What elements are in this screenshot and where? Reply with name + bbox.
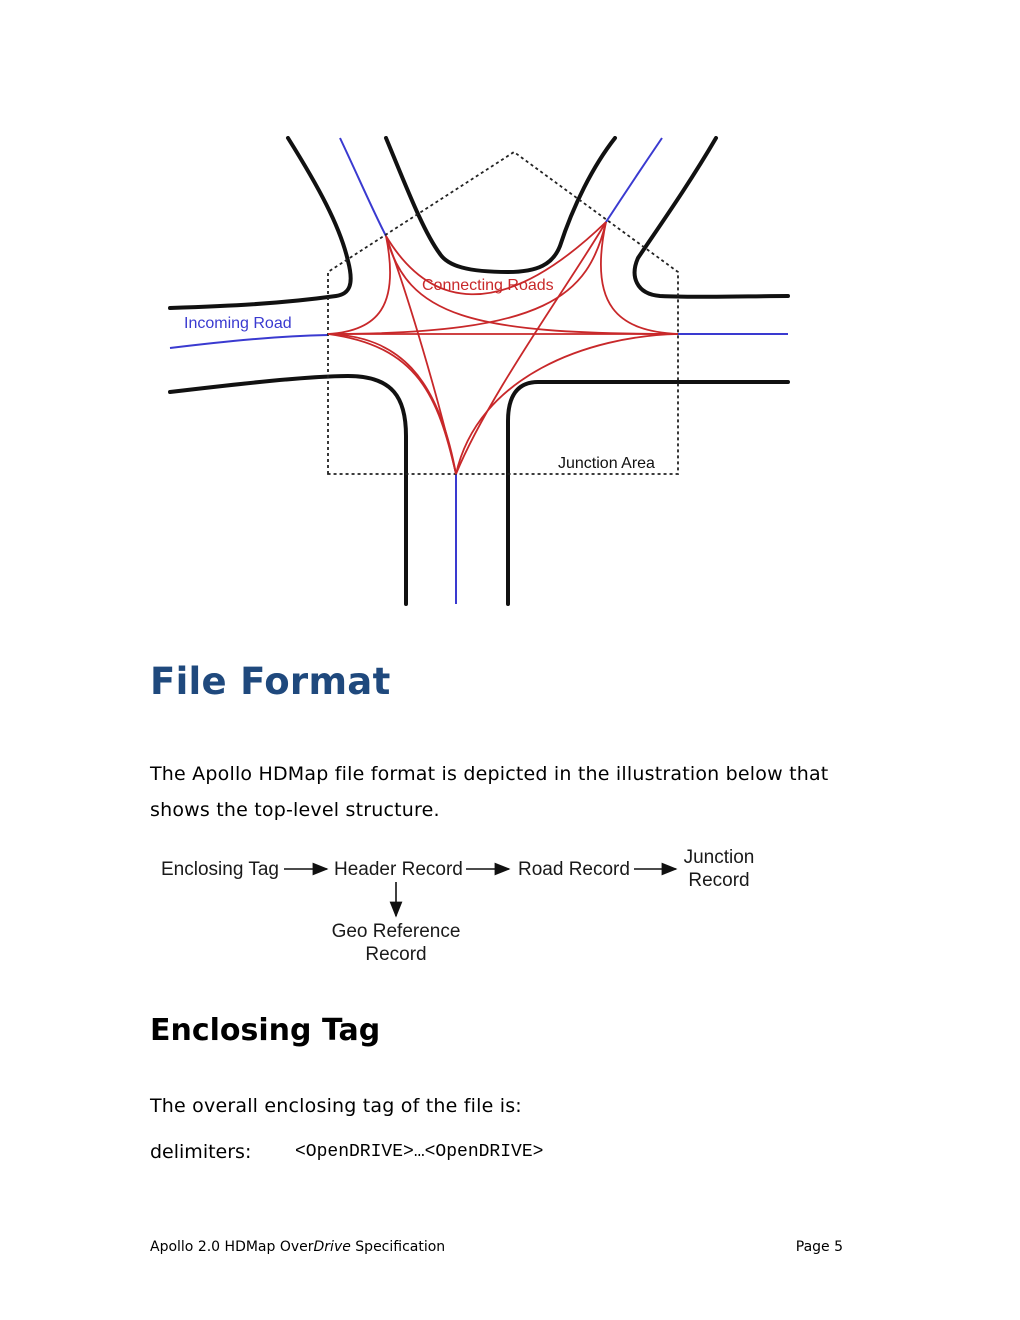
connecting-road	[456, 222, 606, 474]
road-edges	[170, 138, 788, 604]
flow-node-geo-reference-record	[331, 920, 461, 966]
connecting-road	[328, 334, 456, 474]
section-title-enclosing-tag: Enclosing Tag	[150, 1013, 381, 1048]
incoming-road-label: Incoming Road	[184, 315, 292, 332]
file-format-paragraph: The Apollo HDMap file format is depicted in the illustration below that shows the top-level structure.	[150, 763, 829, 821]
connecting-roads-label: Connecting Roads	[422, 277, 554, 294]
road-edge-west-lower	[170, 376, 406, 604]
footer-title-prefix: Apollo 2.0 HDMap Over	[150, 1239, 314, 1255]
footer-title-suffix: Specification	[350, 1239, 446, 1255]
flow-node-junction-line2: Record	[688, 870, 750, 891]
road-edge-ne-outer	[635, 138, 788, 297]
connecting-road	[456, 334, 678, 474]
road-edge-east-lower	[508, 382, 788, 604]
delimiters-label: delimiters:	[150, 1141, 252, 1163]
section-title-file-format: File Format	[150, 660, 391, 703]
road-edge-nw-outer	[170, 138, 351, 308]
connecting-road	[601, 222, 678, 334]
footer-document-title	[150, 1239, 445, 1255]
structure-flow-diagram	[150, 842, 770, 972]
flow-node-junction-line1: Junction	[683, 847, 755, 868]
junction-area-label: Junction Area	[558, 455, 655, 472]
incoming-lane-ne	[606, 138, 662, 222]
connecting-road	[328, 236, 390, 334]
footer-title-italic: Drive	[313, 1239, 351, 1255]
incoming-lanes	[170, 138, 788, 604]
junction-area-boundary	[328, 152, 678, 474]
flow-node-geo-line2: Record	[365, 944, 427, 965]
connecting-roads	[328, 222, 678, 474]
flow-node-road-record: Road Record	[518, 859, 630, 880]
flow-node-header-record: Header Record	[334, 859, 463, 880]
incoming-lane-nw	[340, 138, 386, 236]
road-edge-north-left	[386, 138, 615, 272]
flow-node-junction-record	[680, 846, 758, 892]
flow-node-enclosing-tag: Enclosing Tag	[161, 859, 279, 880]
flow-node-geo-line1: Geo Reference	[331, 921, 461, 942]
delimiters-value: <OpenDRIVE>…<OpenDRIVE>	[295, 1142, 544, 1162]
junction-figure	[168, 136, 790, 606]
enclosing-tag-paragraph: The overall enclosing tag of the file is:	[150, 1095, 522, 1117]
junction-diagram	[168, 136, 790, 606]
incoming-lane-west	[170, 335, 328, 348]
footer-page-number: Page 5	[795, 1239, 843, 1255]
